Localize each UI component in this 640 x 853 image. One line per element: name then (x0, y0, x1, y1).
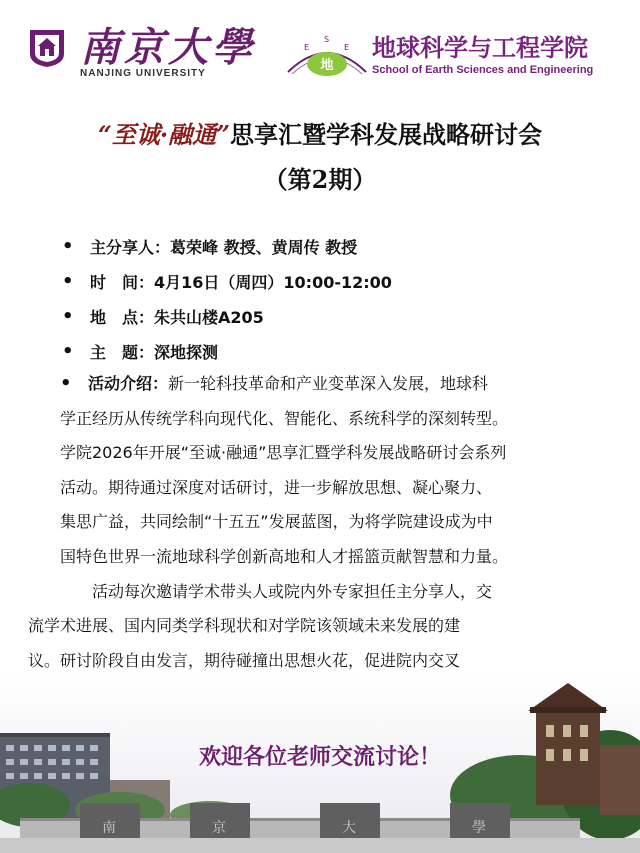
bullet-icon: • (62, 306, 74, 327)
gate-character: 京 (212, 820, 226, 836)
welcome-message: 欢迎各位老师交流讨论！ (198, 744, 441, 770)
gate-character: 南 (102, 820, 116, 836)
info-label: 时 间： (90, 273, 155, 292)
university-name-en: NANJING UNIVERSITY (80, 68, 206, 79)
ese-letter: E (304, 43, 310, 52)
ese-mark: 地 (320, 58, 334, 73)
info-location (62, 299, 622, 334)
nju-seal-icon (28, 28, 66, 68)
header (0, 0, 640, 100)
intro-line: 集思广益，共同绘制“十五五”发展蓝图，为将学院建设成为中 (60, 512, 493, 532)
intro-paragraph-1 (60, 367, 620, 575)
bullet-icon: • (62, 271, 74, 292)
intro-line: 流学术进展、国内同类学科现状和对学院该领域未来发展的建 (28, 616, 461, 636)
university-name-cn: 南京大學 (80, 24, 256, 71)
intro-label: 活动介绍： (88, 374, 169, 393)
title-quote: “至诚·融通” (98, 120, 230, 149)
intro-line: 新一轮科技革命和产业变革深入发展，地球科 (168, 374, 489, 393)
info-time (62, 264, 622, 299)
info-value: 深地探测 (154, 343, 219, 362)
school-name-cn: 地球科学与工程学院 (372, 34, 588, 62)
info-value: 4月16日（周四）10:00-12:00 (154, 273, 392, 292)
intro-line: 国特色世界一流地球科学创新高地和人才摇篮贡献智慧和力量。 (60, 546, 509, 566)
info-label: 地 点： (90, 308, 155, 327)
intro-line: 学正经历从传统学科向现代化、智能化、系统科学的深刻转型。 (60, 408, 509, 428)
info-value: 朱共山楼A205 (154, 308, 264, 327)
issue-number: （第2期） (263, 165, 377, 194)
gate-character: 大 (342, 820, 356, 836)
event-info-list (62, 229, 622, 369)
intro-line: 学院2026年开展“至诚·融通”思享汇暨学科发展战略研讨会系列 (60, 443, 507, 463)
bullet-icon: • (62, 236, 74, 257)
page-title (0, 115, 640, 150)
title-main: 思享汇暨学科发展战略研讨会 (229, 120, 542, 149)
ese-letter: E (344, 43, 350, 52)
info-topic (62, 334, 622, 369)
intro-line: 活动。期待通过深度对话研讨，进一步解放思想、凝心聚力、 (60, 477, 493, 497)
ese-logo-icon (282, 30, 372, 80)
info-label: 主 题： (90, 343, 155, 362)
intro-line: 活动每次邀请学术带头人或院内外专家担任主分享人，交 (92, 581, 493, 601)
ese-letter: S (324, 35, 330, 44)
intro-line: 议。研讨阶段自由发言，期待碰撞出思想火花，促进院内交叉 (28, 650, 461, 670)
info-speaker (62, 229, 622, 264)
bullet-icon: • (62, 341, 74, 362)
gate-character: 學 (472, 820, 486, 836)
event-introduction (28, 367, 620, 713)
info-label: 主分享人： (90, 238, 171, 257)
bullet-icon: • (60, 373, 72, 394)
info-value: 葛荣峰 教授、黄周传 教授 (170, 238, 358, 257)
school-name-en: School of Earth Sciences and Engineering (372, 64, 594, 76)
